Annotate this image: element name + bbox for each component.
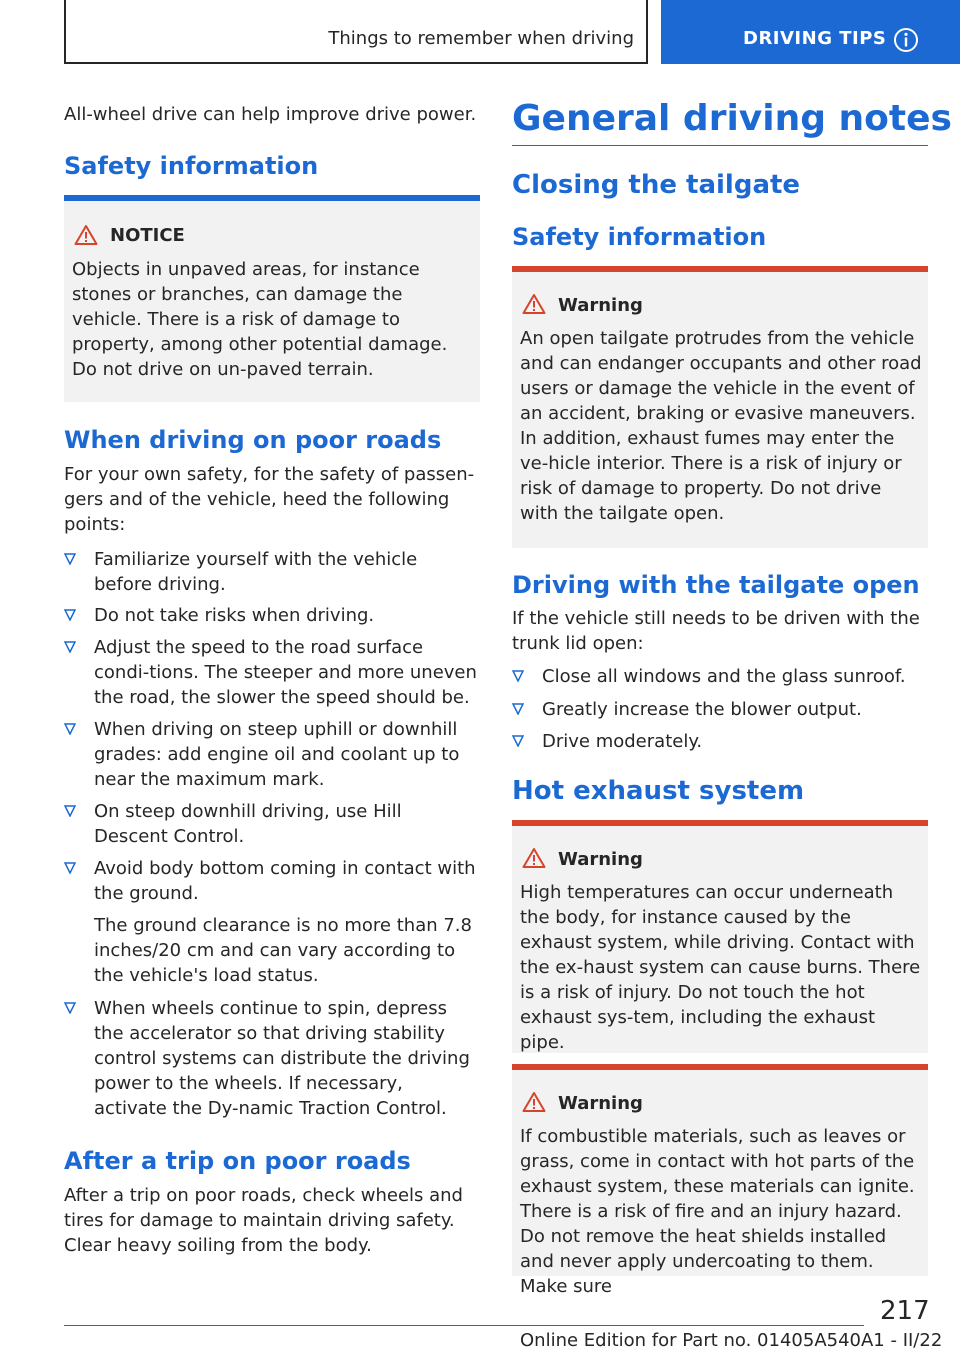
notice-bar <box>64 195 480 201</box>
list-item-text: Do not take risks when driving. <box>94 605 375 626</box>
after-trip-text: After a trip on poor roads, check wheels and tires for damage to maintain driving safety. Clear heavy soiling from the body. <box>64 1185 463 1256</box>
header-chapter-title: DRIVING TIPS <box>743 28 887 49</box>
safety-info-heading: Safety information <box>512 223 767 251</box>
warning-title: Warning <box>558 1093 643 1114</box>
warning-text: An open tailgate protrudes from the vehicle and can endanger occupants and other road users or damage the vehicle in the event of an accident, braking or evasive maneuvers. In addition, exhaust fumes may enter the ve-hicle interior. There is a risk of injury or risk of damage to property. Do not drive with the tailgate open. <box>520 328 922 524</box>
warning-bar <box>512 820 928 826</box>
bullet-triangle-icon <box>64 1002 76 1014</box>
warning-triangle-icon <box>522 847 546 869</box>
notice-text: Objects in unpaved areas, for instance stones or branches, can damage the vehicle. There is a risk of damage to property, among other potential damage. Do not drive on un-paved terrain. <box>72 259 448 380</box>
list-item-text: Adjust the speed to the road surface condi-tions. The steeper and more uneven the road, the slower the speed should be. <box>94 637 477 708</box>
warning-text: High temperatures can occur underneath the body, for instance caused by the exhaust system, while driving. Contact with the ex-haust system can cause burns. There is a risk of injury. Do not touch the hot exhaust sys-tem, including the exhaust pipe. <box>520 882 921 1053</box>
footer-edition: Online Edition for Part no. 01405A540A1 - II/22 <box>520 1330 943 1351</box>
warning-title: Warning <box>558 295 643 316</box>
warning-bar <box>512 1064 928 1070</box>
notice-title: NOTICE <box>110 225 185 246</box>
poor-roads-intro: For your own safety, for the safety of passen-gers and of the vehicle, heed the following points: <box>64 464 475 535</box>
list-item-text: Drive moderately. <box>542 731 703 752</box>
tailgate-open-heading: Driving with the tailgate open <box>512 571 920 599</box>
list-item-text: Avoid body bottom coming in contact with the ground. <box>94 858 476 904</box>
bullet-triangle-icon <box>64 723 76 735</box>
bullet-triangle-icon <box>64 862 76 874</box>
page-number: 217 <box>880 1296 930 1326</box>
warning-bar <box>512 266 928 272</box>
bullet-triangle-icon <box>512 670 524 682</box>
bullet-triangle-icon <box>512 703 524 715</box>
page-title: General driving notes <box>512 98 952 139</box>
list-item-text: Close all windows and the glass sunroof. <box>542 666 906 687</box>
header-section-title: Things to remember when driving <box>328 28 634 49</box>
footer-rule <box>64 1325 864 1326</box>
list-item-text: Greatly increase the blower output. <box>542 699 862 720</box>
bullet-triangle-icon <box>64 641 76 653</box>
header-chapter-tab[interactable] <box>661 0 960 64</box>
warning-triangle-icon <box>522 293 546 315</box>
exhaust-heading: Hot exhaust system <box>512 776 805 806</box>
warning-box <box>512 1064 928 1297</box>
warning-triangle-icon <box>74 224 98 246</box>
warning-title: Warning <box>558 849 643 870</box>
intro-paragraph: All-wheel drive can help improve drive power. <box>64 104 477 125</box>
notice-box <box>64 195 480 402</box>
bullet-triangle-icon <box>64 553 76 565</box>
list-item-text: Familiarize yourself with the vehicle before driving. <box>94 549 418 595</box>
list-item-text: On steep downhill driving, use Hill Descent Control. <box>94 801 402 847</box>
list-item-text: When driving on steep uphill or downhill grades: add engine oil and coolant up to near the maximum mark. <box>94 719 460 790</box>
info-icon <box>893 27 919 53</box>
warning-triangle-icon <box>522 1091 546 1113</box>
title-rule <box>512 145 928 146</box>
after-trip-heading: After a trip on poor roads <box>64 1147 411 1175</box>
warning-box <box>512 820 928 1053</box>
tailgate-open-intro: If the vehicle still needs to be driven with the trunk lid open: <box>512 608 920 654</box>
warning-text: If combustible materials, such as leaves or grass, come in contact with hot parts of the exhaust system, these materials can ignite. There is a risk of fire and an injury hazard. Do not remove the heat shields installed and never apply undercoating to them. Make sure <box>520 1126 915 1297</box>
bullet-triangle-icon <box>512 735 524 747</box>
clearance-note: The ground clearance is no more than 7.8 inches/20 cm and can vary according to the vehicle's load status. <box>94 915 472 986</box>
header-section-box <box>64 0 648 64</box>
poor-roads-heading: When driving on poor roads <box>64 426 442 454</box>
bullet-triangle-icon <box>64 609 76 621</box>
list-item-text: When wheels continue to spin, depress the accelerator so that driving stability control systems can distribute the driving power to the wheels. If necessary, activate the Dy-namic Traction Control. <box>94 998 470 1119</box>
warning-box <box>512 266 928 548</box>
safety-info-heading: Safety information <box>64 152 319 180</box>
tailgate-heading: Closing the tailgate <box>512 170 801 200</box>
bullet-triangle-icon <box>64 805 76 817</box>
